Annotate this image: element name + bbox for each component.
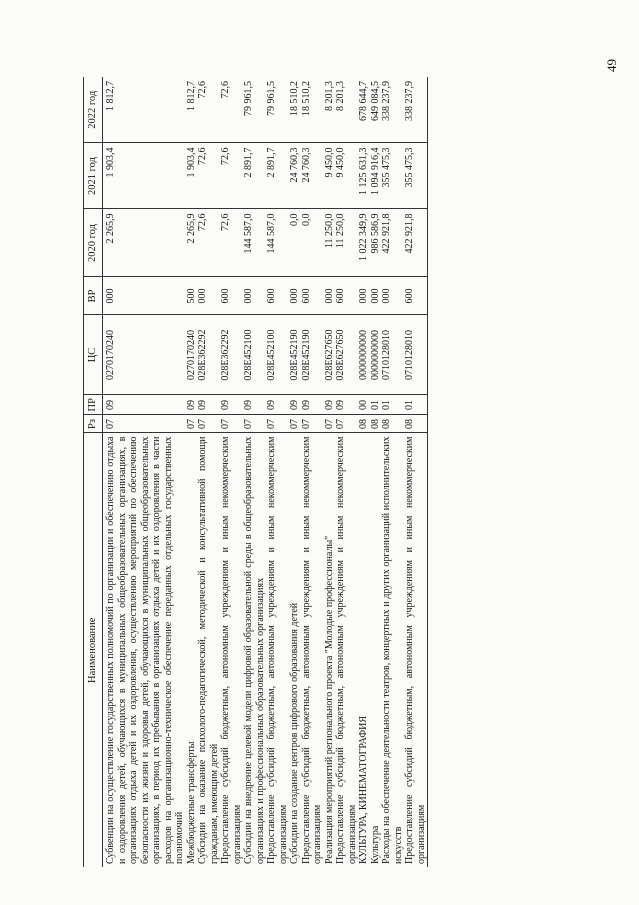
- row-cs: 028E452190: [301, 315, 324, 395]
- row-2021: 2 891,7: [243, 143, 266, 209]
- row-cs: 028E362292: [197, 315, 220, 395]
- row-name: Предоставление субсидий бюджетным, автономным учреждениям и иным некоммерческим организациям: [300, 436, 323, 864]
- row-pr: 01: [381, 395, 404, 415]
- row-rz: 08: [370, 415, 382, 433]
- row-pr: 09: [243, 395, 266, 415]
- budget-table-rotated: [83, 77, 580, 867]
- row-rz: 07: [243, 415, 266, 433]
- row-pr: 09: [289, 395, 301, 415]
- row-pr: 09: [197, 395, 220, 415]
- row-name: Субсидии на создание центров цифрового образования детей: [289, 602, 300, 864]
- header-vr: ВР: [84, 277, 103, 315]
- row-pr: 09: [301, 395, 324, 415]
- row-pr: 09: [335, 395, 358, 415]
- row-2020: 1 022 349,9: [358, 209, 370, 277]
- row-2021: 1 125 631,3: [358, 143, 370, 209]
- header-rz: Рз: [84, 415, 103, 433]
- header-2022: 2022 год: [84, 77, 103, 143]
- table-row: [324, 77, 336, 867]
- row-rz: 07: [266, 415, 289, 433]
- row-vr: 600: [301, 277, 324, 315]
- row-vr: 000: [324, 277, 336, 315]
- row-2022: 1 812,7: [186, 77, 198, 143]
- budget-table: [83, 77, 428, 867]
- row-pr: 01: [404, 395, 428, 415]
- row-2020: 0,0: [289, 209, 301, 277]
- row-vr: 000: [197, 277, 220, 315]
- row-cs: 0710128010: [381, 315, 404, 395]
- row-2022: 79 961,5: [266, 77, 289, 143]
- row-cs: 0270170240: [186, 315, 198, 395]
- row-2022: 1 812,7: [103, 77, 186, 143]
- table-row: [404, 77, 428, 867]
- row-2021: 1 903,4: [103, 143, 186, 209]
- row-vr: 000: [358, 277, 370, 315]
- row-cs: 0270170240: [103, 315, 186, 395]
- row-cs: 028E362292: [220, 315, 243, 395]
- row-2021: 355 475,3: [381, 143, 404, 209]
- row-2020: 144 587,0: [243, 209, 266, 277]
- row-pr: 09: [266, 395, 289, 415]
- table-row: [266, 77, 289, 867]
- row-cs: 0000000000: [358, 315, 370, 395]
- row-cs: 028E627650: [324, 315, 336, 395]
- row-2021: 72,6: [197, 143, 220, 209]
- header-2021: 2021 год: [84, 143, 103, 209]
- page-number: 49: [604, 59, 619, 72]
- table-row: [370, 77, 382, 867]
- row-rz: 07: [289, 415, 301, 433]
- table-row: [197, 77, 220, 867]
- row-rz: 08: [404, 415, 428, 433]
- table-header-row: [84, 77, 103, 867]
- row-2021: 1 094 916,4: [370, 143, 382, 209]
- table-row: [103, 77, 186, 867]
- row-rz: 07: [335, 415, 358, 433]
- row-2020: 11 250,0: [324, 209, 336, 277]
- row-2020: 144 587,0: [266, 209, 289, 277]
- row-2021: 24 760,3: [301, 143, 324, 209]
- row-2022: 678 644,7: [358, 77, 370, 143]
- row-name: Предоставление субсидий бюджетным, автономным учреждениям и иным некоммерческим организациям: [404, 433, 428, 867]
- row-name: Предоставление субсидий бюджетным, автономным учреждениям и иным некоммерческим организациям: [266, 436, 289, 864]
- row-pr: 09: [220, 395, 243, 415]
- table-row: [301, 77, 324, 867]
- row-name: Предоставление субсидий бюджетным, автономным учреждениям и иным некоммерческим организациям: [335, 436, 358, 864]
- row-name: КУЛЬТУРА, КИНЕМАТОГРАФИЯ: [358, 716, 369, 864]
- table-row: [381, 77, 404, 867]
- row-rz: 07: [301, 415, 324, 433]
- table-body: [103, 77, 428, 867]
- row-rz: 07: [186, 415, 198, 433]
- header-2020: 2020 год: [84, 209, 103, 277]
- row-2022: 18 510,2: [301, 77, 324, 143]
- row-2021: 9 450,0: [335, 143, 358, 209]
- row-2021: 1 903,4: [186, 143, 198, 209]
- table-row: [220, 77, 243, 867]
- row-vr: 600: [404, 277, 428, 315]
- row-name: Межбюджетные трансферты: [185, 741, 197, 864]
- row-name: Реализация мероприятий регионального проекта "Молодые профессионалы": [323, 535, 335, 864]
- table-row: [186, 77, 198, 867]
- row-2020: 422 921,8: [404, 209, 428, 277]
- row-cs: 028E452100: [266, 315, 289, 395]
- row-vr: 000: [381, 277, 404, 315]
- row-2021: 9 450,0: [324, 143, 336, 209]
- row-vr: 500: [186, 277, 198, 315]
- row-2022: 8 201,3: [335, 77, 358, 143]
- row-2022: 649 084,5: [370, 77, 382, 143]
- row-2021: 355 475,3: [404, 143, 428, 209]
- row-2020: 2 265,9: [103, 209, 186, 277]
- row-cs: 028E452190: [289, 315, 301, 395]
- table-row: [289, 77, 301, 867]
- row-2020: 0,0: [301, 209, 324, 277]
- row-vr: 000: [289, 277, 301, 315]
- row-2020: 2 265,9: [186, 209, 198, 277]
- row-rz: 07: [197, 415, 220, 433]
- row-2022: 8 201,3: [324, 77, 336, 143]
- row-cs: 028E627650: [335, 315, 358, 395]
- table-row: [243, 77, 266, 867]
- row-2022: 72,6: [220, 77, 243, 143]
- row-vr: 600: [266, 277, 289, 315]
- row-name: Расходы на обеспечение деятельности театров, концертных и других организаций исполнительских искусств: [381, 436, 404, 864]
- row-vr: 000: [103, 277, 186, 315]
- header-name: Наименование: [84, 433, 103, 867]
- row-name: Предоставление субсидий бюджетным, автономным учреждениям и иным некоммерческим организациям: [220, 436, 243, 864]
- header-pr: ПР: [84, 395, 103, 415]
- row-pr: 01: [370, 395, 382, 415]
- row-2022: 18 510,2: [289, 77, 301, 143]
- row-2021: 24 760,3: [289, 143, 301, 209]
- row-2020: 72,6: [220, 209, 243, 277]
- row-rz: 07: [324, 415, 336, 433]
- row-rz: 08: [358, 415, 370, 433]
- row-2022: 338 237,9: [404, 77, 428, 143]
- row-pr: 00: [358, 395, 370, 415]
- row-rz: 07: [103, 415, 186, 433]
- row-2021: 72,6: [220, 143, 243, 209]
- row-2020: 422 921,8: [381, 209, 404, 277]
- row-2020: 11 250,0: [335, 209, 358, 277]
- row-cs: 0000000000: [370, 315, 382, 395]
- row-pr: 09: [186, 395, 198, 415]
- row-rz: 07: [220, 415, 243, 433]
- row-cs: 028E452100: [243, 315, 266, 395]
- row-vr: 000: [243, 277, 266, 315]
- header-cs: ЦС: [84, 315, 103, 395]
- row-vr: 600: [220, 277, 243, 315]
- row-name: Субсидии на внедрение целевой модели цифровой образовательной среды в общеобразовательных организациях и профессиональных образовательных организациях: [243, 436, 266, 864]
- row-2020: 72,6: [197, 209, 220, 277]
- row-2022: 79 961,5: [243, 77, 266, 143]
- table-row: [335, 77, 358, 867]
- table-row: [358, 77, 370, 867]
- row-pr: 09: [324, 395, 336, 415]
- row-vr: 000: [370, 277, 382, 315]
- row-rz: 08: [381, 415, 404, 433]
- row-cs: 0710128010: [404, 315, 428, 395]
- row-pr: 09: [103, 395, 186, 415]
- row-2021: 2 891,7: [266, 143, 289, 209]
- row-name: Субсидии на оказание психолого-педагогической, методической и консультативной помощи гражданам, имеющим детей: [197, 436, 220, 864]
- row-name: Субвенции на осуществление государственных полномочий по организации и обеспечению отдыха и оздоровления детей, обучающихся в муниципальных общеобразовательных организациях, в организациях отдыха детей и их оздоровления, осуществлению мероприятий по обеспечению безопасности их жизни и здоровья детей, обучающихся в муниципальных общеобразовательных организациях, в период их пребывания в организациях отдыха детей и их оздоровления в части расходов на организационно-техническое обеспечение переданных отдельных государственных полномочий: [105, 436, 185, 864]
- row-vr: 600: [335, 277, 358, 315]
- row-2022: 338 237,9: [381, 77, 404, 143]
- row-name: Культура: [369, 825, 381, 864]
- row-2020: 986 586,9: [370, 209, 382, 277]
- row-2022: 72,6: [197, 77, 220, 143]
